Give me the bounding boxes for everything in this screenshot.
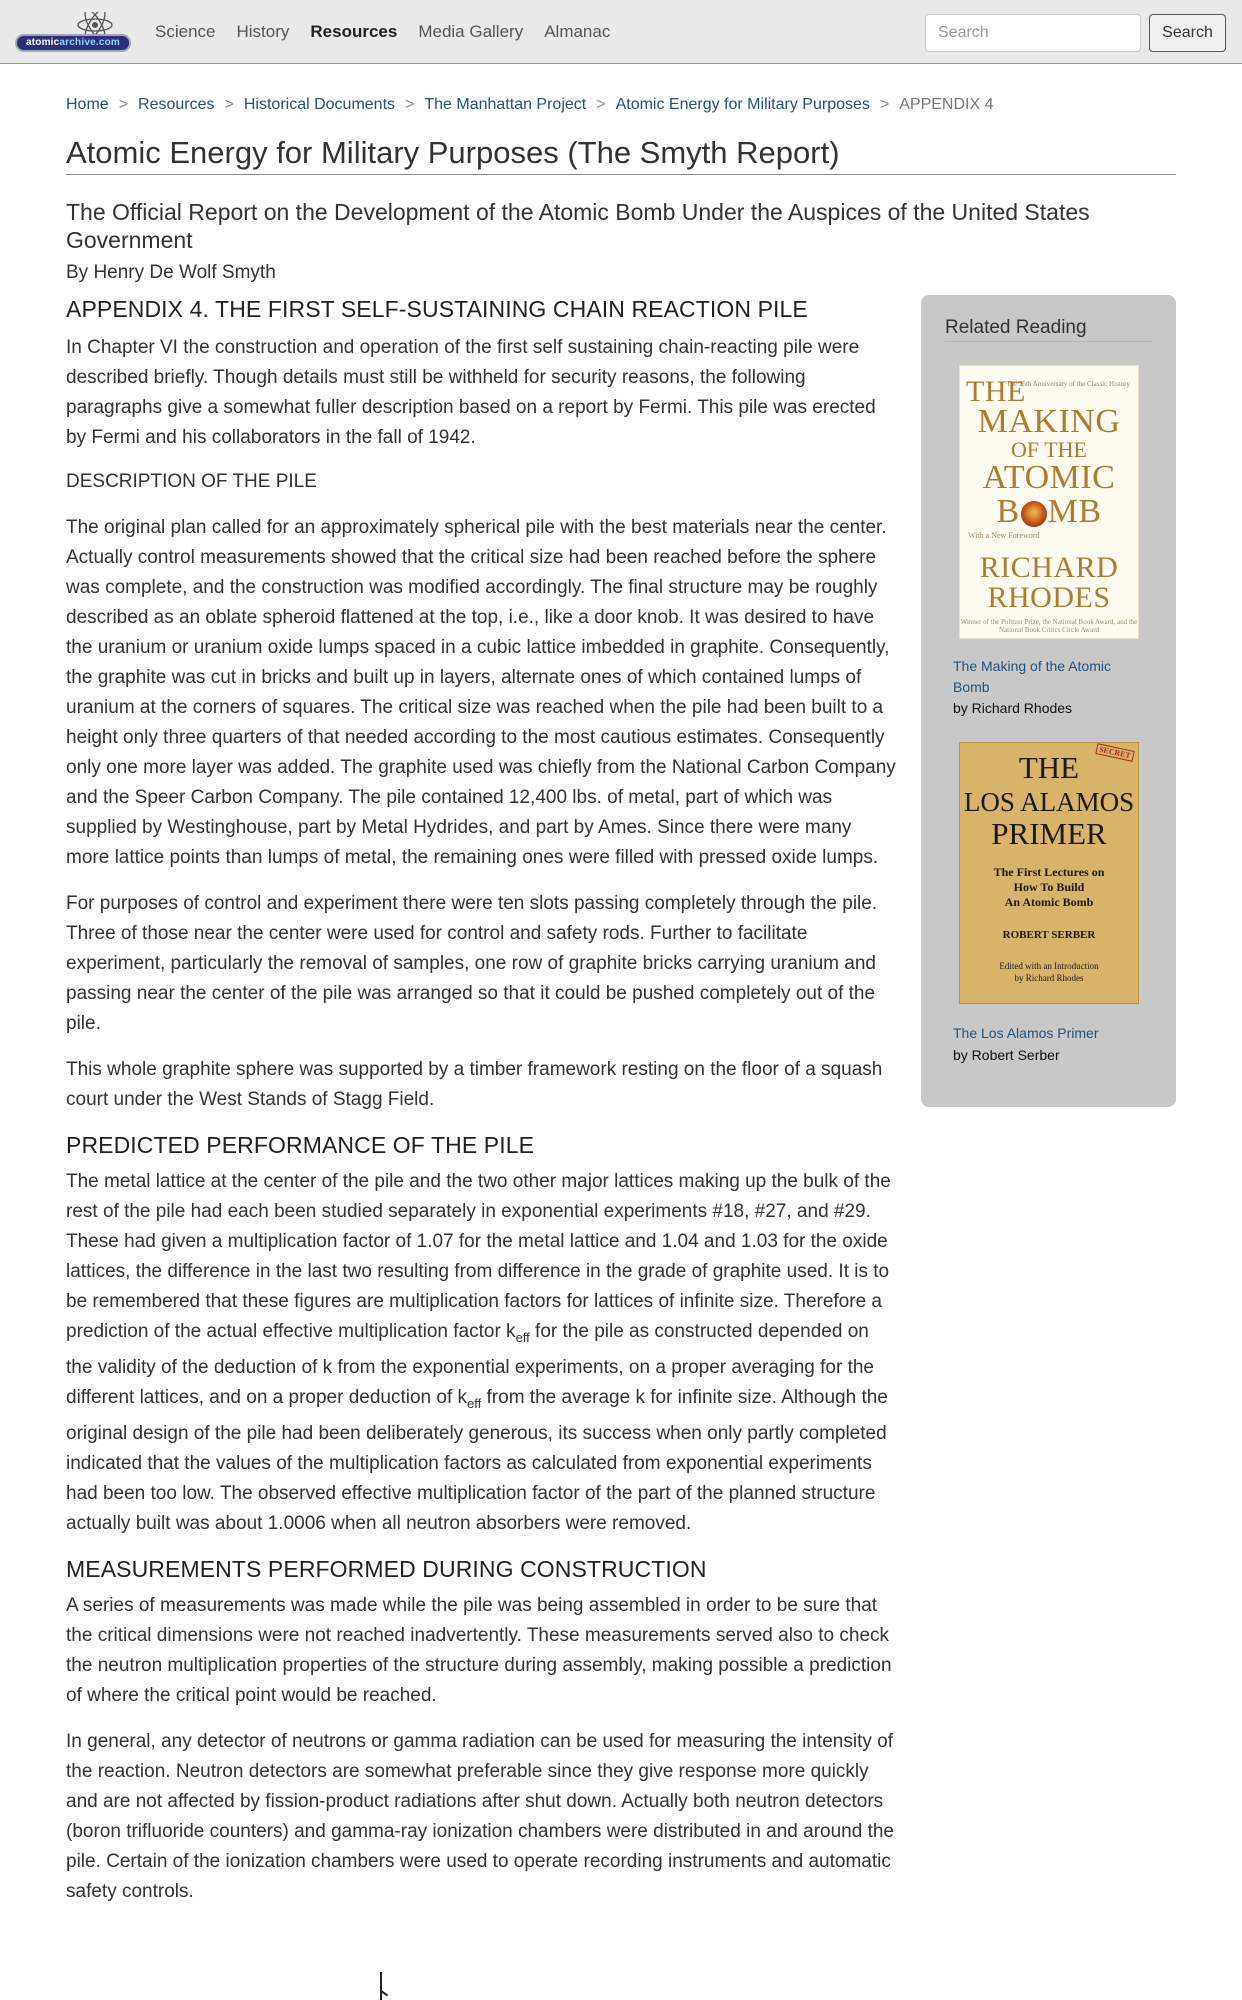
breadcrumb-separator: > [224, 96, 234, 113]
nav-link-science[interactable]: Science [155, 22, 216, 41]
breadcrumb-manhattan-project[interactable]: The Manhattan Project [424, 96, 587, 113]
figure-fragment [380, 1972, 382, 2000]
breadcrumb-historical-documents[interactable]: Historical Documents [243, 96, 396, 113]
breadcrumb-separator: > [118, 96, 129, 113]
book-author: by Robert Serber [953, 1047, 1060, 1063]
performance-heading: PREDICTED PERFORMANCE OF THE PILE [66, 1132, 535, 1158]
book-link-los-alamos-primer[interactable]: The Los Alamos Primer [953, 1025, 1099, 1041]
breadcrumb-atomic-energy[interactable]: Atomic Energy for Military Purposes [615, 96, 870, 113]
detectors-paragraph: In general, any detector of neutrons or gamma radiation can be used for measuring the intensity of the reaction. Neutron detectors are somewhat preferable since they give response more quickly and are not affected by fission-product radiations after shut down. Actually both neutron detectors (boron trifluoride counters) and gamma-ray ionization chambers were distributed in and around the pile. Certain of the ionization chambers were used to operate recording instruments and automatic safety controls. [66, 1730, 894, 1902]
author-byline: By Henry De Wolf Smyth [66, 262, 276, 283]
site-logo[interactable] [15, 12, 131, 54]
related-reading-sidebar [921, 295, 1176, 1107]
description-heading: DESCRIPTION OF THE PILE [66, 471, 317, 492]
book-cover-making-atomic-bomb[interactable]: The 25th Anniversary of the Classic History THE MAKING OF THE ATOMIC B MB With a New Foreword RICHARD RHODES Winner of the Pulitzer Prize, the National Book Award, and the National Book Critics Circle Award [959, 365, 1139, 639]
performance-paragraph: The metal lattice at the center of the pile and the two other major lattices making up the bulk of the rest of the pile had each been studied separately in exponential experiments #18, #27, and #29. These had given a multiplication factor of 1.07 for the metal lattice and 1.04 and 1.03 for the oxide lattices, the difference in the last two resulting from difference in the grade of graphite used. It is to be remembered that these figures are multiplication factors for lattices of infinite size. Therefore a prediction of the actual effective multiplication factor $k_{eff}$ for the pile as constructed depended on the validity of the deduction of k from the exponential experiments, on a proper averaging for the different lattices, and on a proper deduction of $k_{eff}$ from the average k for infinite size. Although the original design of the pile had been deliberately generous, its success when only partly completed indicated that the values of the multiplication factors as calculated from exponential experiments had been too low. The observed effective multiplication factor of the part of the planned structure actually built was about 1.0006 when all neutron absorbers were removed. [66, 1171, 891, 1534]
control-slots-paragraph: For purposes of control and experiment there were ten slots passing completely through the pile. Three of those near the center were used for control and safety rods. Further to facilitate experiment, particularly the removal of samples, one row of graphite bricks carrying uranium and passing near the center of the pile was arranged so that it could be pushed completely out of the pile. [66, 893, 878, 1034]
main-nav [155, 0, 631, 64]
logo-wordmark: atomicarchive.com [15, 34, 131, 52]
page-subtitle: The Official Report on the Development of the Atomic Bomb Under the Auspices of the United States Government [66, 199, 1090, 253]
description-paragraph: The original plan called for an approximately spherical pile with the best materials near the center. Actually control measurements showed that the critical size had been reached before the sphere was complete, and the construction was modified accordingly. The final structure may be roughly described as an oblate spheroid flattened at the top, i.e., like a door knob. It was desired to have the uranium or uranium oxide lumps spaced in a cubic lattice imbedded in graphite. Consequently, the graphite was cut in bricks and built up in layers, alternate ones of which contained lumps of uranium at the corners of squares. The critical size was reached when the pile had been built to a height only three quarters of that needed according to the most cautious estimates. Consequently only one more layer was added. The graphite used was chiefly from the National Carbon Company and the Speer Carbon Company. The pile contained 12,400 lbs. of metal, part of which was supplied by Westinghouse, part by Metal Hydrides, and part by Ames. Since there were many more lattice points than lumps of metal, the remaining ones were filled with pressed oxide lumps. [66, 517, 896, 868]
book-author: by Richard Rhodes [953, 700, 1073, 716]
measurements-paragraph: A series of measurements was made while the pile was being assembled in order to be sure that the critical dimensions were not reached inadvertently. These measurements served also to check the neutron multiplication properties of the structure during assembly, making possible a prediction of where the critical point would be reached. [66, 1594, 892, 1706]
nav-link-almanac[interactable]: Almanac [544, 22, 611, 41]
nav-link-history[interactable]: History [236, 22, 290, 41]
intro-paragraph: In Chapter VI the construction and operation of the first self sustaining chain-reacting pile were described briefly. Though details must still be withheld for security reasons, the following paragraphs give a somewhat fuller description based on a report by Fermi. This pile was erected by Fermi and his collaborators in the fall of 1942. [66, 337, 876, 448]
breadcrumb-separator: > [596, 96, 606, 113]
sidebar-heading: Related Reading [945, 317, 1152, 342]
breadcrumb-home[interactable]: Home [66, 96, 109, 113]
mushroom-cloud-icon [1021, 501, 1047, 527]
search-input[interactable] [925, 14, 1141, 52]
measurements-heading: MEASUREMENTS PERFORMED DURING CONSTRUCTION [66, 1555, 707, 1582]
book-link-making-atomic-bomb[interactable]: The Making of the Atomic Bomb [953, 658, 1111, 695]
top-navbar [0, 0, 1242, 64]
breadcrumb-separator: > [879, 96, 890, 113]
nav-link-resources[interactable]: Resources [310, 22, 398, 41]
nav-link-media-gallery[interactable]: Media Gallery [418, 22, 524, 41]
breadcrumb-separator: > [405, 96, 415, 113]
appendix-heading: APPENDIX 4. THE FIRST SELF-SUSTAINING CHAIN REACTION PILE [66, 296, 808, 322]
article-body [66, 292, 896, 1923]
breadcrumb [66, 96, 994, 114]
book-cover-los-alamos-primer[interactable]: SECRET THE LOS ALAMOS PRIMER The First Lectures on How To Build An Atomic Bomb ROBERT SERBER Edited with an Introduction by Richard Rhodes [959, 742, 1139, 1004]
support-paragraph: This whole graphite sphere was supported by a timber framework resting on the floor of a squash court under the West Stands of Stagg Field. [66, 1059, 883, 1110]
page-title: Atomic Energy for Military Purposes (The Smyth Report) [66, 134, 1176, 175]
breadcrumb-current: APPENDIX 4 [899, 96, 994, 113]
breadcrumb-resources[interactable]: Resources [138, 96, 215, 113]
secret-stamp: SECRET [1095, 743, 1134, 762]
search-button[interactable]: Search [1149, 14, 1226, 52]
